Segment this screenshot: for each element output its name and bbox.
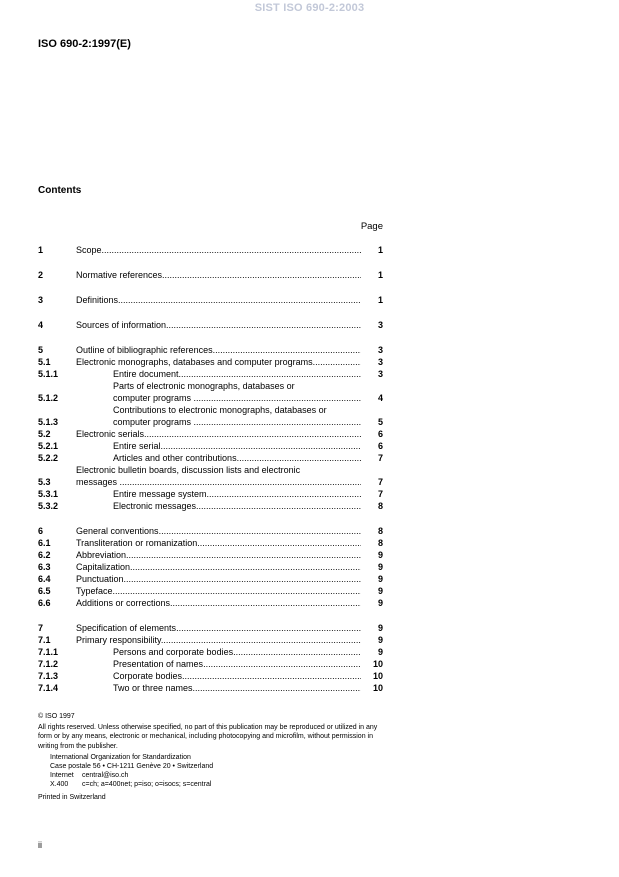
toc-entry xyxy=(38,622,383,634)
toc-entry-title-text: Outline of bibliographic references xyxy=(76,345,213,355)
toc-entry xyxy=(38,404,383,428)
toc-entry-body xyxy=(76,452,383,464)
toc-entry-number: 5.3.1 xyxy=(38,489,59,499)
toc-entry-title xyxy=(76,597,361,609)
toc-entry-page: 9 xyxy=(377,635,383,645)
toc-entry-title xyxy=(76,561,361,573)
toc-entry-page: 5 xyxy=(377,417,383,427)
toc-entry-page: 10 xyxy=(372,671,383,681)
toc-entry-title xyxy=(113,670,361,682)
toc-entry-body xyxy=(76,561,383,573)
internet-label: Internet xyxy=(50,772,74,780)
toc-entry xyxy=(38,319,383,331)
toc-entry-number: 5.1 xyxy=(38,357,51,367)
toc-entry xyxy=(38,452,383,464)
toc-entry-title xyxy=(76,537,361,549)
toc-entry-title-text: Entire serial xyxy=(113,441,161,451)
toc-entry-page: 7 xyxy=(377,489,383,499)
toc-entry-title xyxy=(76,319,361,331)
toc-entry-title xyxy=(113,682,361,694)
toc-entry-body xyxy=(76,319,383,331)
watermark: SIST ISO 690-2:2003 xyxy=(254,2,365,14)
toc-entry-title-text: Abbreviation xyxy=(76,550,127,560)
toc-entry xyxy=(38,488,383,500)
toc-entry-title xyxy=(76,244,361,256)
toc-entry-body xyxy=(76,682,383,694)
rights-statement: All rights reserved. Unless otherwise specified, no part of this publication may be reproduced or utilized in any form or by any means, electronic or mechanical, including photocopying and microfilm, without permission in writing from the publisher. xyxy=(38,724,378,750)
toc-entry xyxy=(38,244,383,256)
toc-entry-body xyxy=(76,646,383,658)
toc-entry-title-text: Specification of elements xyxy=(76,623,177,633)
toc-entry-title-text: Entire message system xyxy=(113,489,207,499)
toc-entry-body xyxy=(76,344,383,356)
toc-entry-title-text: Entire document xyxy=(113,369,179,379)
toc-entry xyxy=(38,549,383,561)
toc-entry xyxy=(38,440,383,452)
toc-entry-title-line: computer programs xyxy=(113,417,192,427)
toc-entry-page: 10 xyxy=(372,683,383,693)
toc-entry-title xyxy=(76,634,361,646)
printed-in: Printed in Switzerland xyxy=(38,793,106,801)
toc-entry-number: 6.4 xyxy=(38,574,51,584)
toc-entry-title xyxy=(76,269,361,281)
contents-heading: Contents xyxy=(38,185,82,196)
toc-entry-title xyxy=(76,294,361,306)
toc-entry-title-text: Two or three names xyxy=(113,683,193,693)
toc-entry-title xyxy=(113,380,361,404)
toc-entry-title-text: Persons and corporate bodies xyxy=(113,647,234,657)
toc-entry-number: 6 xyxy=(38,526,44,536)
toc-entry-body xyxy=(76,658,383,670)
toc-entry-page: 1 xyxy=(377,245,383,255)
toc-entry-number: 6.1 xyxy=(38,538,51,548)
toc-entry-body xyxy=(76,525,383,537)
toc-entry-page: 7 xyxy=(377,453,383,463)
toc-entry-number: 4 xyxy=(38,320,44,330)
toc-entry-body xyxy=(76,537,383,549)
toc-entry xyxy=(38,368,383,380)
toc-entry xyxy=(38,428,383,440)
toc-entry xyxy=(38,525,383,537)
toc-entry xyxy=(38,670,383,682)
toc-entry-number: 5.1.2 xyxy=(38,393,59,403)
toc-entry-title-line: computer programs xyxy=(113,393,192,403)
toc-entry xyxy=(38,573,383,585)
toc-entry-number: 6.6 xyxy=(38,598,51,608)
toc-entry-title xyxy=(113,488,361,500)
toc-entry-page: 9 xyxy=(377,574,383,584)
toc-entry-number: 5.1.3 xyxy=(38,417,59,427)
toc-entry-title-text: Punctuation xyxy=(76,574,124,584)
toc-entry xyxy=(38,537,383,549)
toc-entry-number: 2 xyxy=(38,270,44,280)
toc-entry-page: 9 xyxy=(377,598,383,608)
toc-entry-body xyxy=(76,356,383,368)
toc-entry-title-text: Sources of information xyxy=(76,320,167,330)
toc-entry-page: 6 xyxy=(377,429,383,439)
toc-entry-title-text: Electronic serials xyxy=(76,429,145,439)
toc-entry-page: 3 xyxy=(377,357,383,367)
copyright-line: © ISO 1997 xyxy=(38,713,75,720)
toc-entry-title xyxy=(113,404,361,428)
toc-entry xyxy=(38,294,383,306)
toc-entry-page: 9 xyxy=(377,647,383,657)
toc-entry-title-line: Electronic bulletin boards, discussion lists and electronic xyxy=(76,465,301,475)
toc-entry-title-text: Primary responsibility xyxy=(76,635,161,645)
toc-entry xyxy=(38,561,383,573)
page-number: ii xyxy=(38,840,42,850)
toc-entry-body xyxy=(76,464,383,488)
toc-entry-body xyxy=(76,573,383,585)
toc-entry-page: 9 xyxy=(377,550,383,560)
toc-entry-number: 5 xyxy=(38,345,44,355)
toc-entry-number: 7.1 xyxy=(38,635,51,645)
toc-entry-title-text: Corporate bodies xyxy=(113,671,183,681)
toc-entry-page: 3 xyxy=(377,345,383,355)
toc-entry-number: 7.1.3 xyxy=(38,671,59,681)
toc-entry-title xyxy=(76,464,361,488)
toc-entry-page: 9 xyxy=(377,623,383,633)
toc-entry-title-text: Transliteration or romanization xyxy=(76,538,198,548)
toc-entry xyxy=(38,646,383,658)
toc-entry-number: 7.1.1 xyxy=(38,647,59,657)
toc-entry-page: 3 xyxy=(377,369,383,379)
toc-entry-body xyxy=(76,269,383,281)
toc-entry-title-text: Articles and other contributions xyxy=(113,453,237,463)
toc-entry-number: 7.1.2 xyxy=(38,659,59,669)
toc-entry-title-line: Parts of electronic monographs, databases or xyxy=(113,381,295,391)
toc-entry-title xyxy=(113,646,361,658)
toc-entry-title xyxy=(76,573,361,585)
toc-entry-body xyxy=(76,634,383,646)
toc-entry-number: 5.3.2 xyxy=(38,501,59,511)
toc-entry-title-text: Capitalization xyxy=(76,562,131,572)
table-of-contents xyxy=(38,244,383,694)
toc-entry-title xyxy=(113,368,361,380)
toc-entry-body xyxy=(76,440,383,452)
toc-entry-body xyxy=(76,549,383,561)
toc-entry-body xyxy=(76,500,383,512)
toc-entry-number: 5.3 xyxy=(38,477,51,487)
toc-entry-title xyxy=(76,344,361,356)
toc-entry-page: 6 xyxy=(377,441,383,451)
toc-entry-title-line: Contributions to electronic monographs, databases or xyxy=(113,405,327,415)
toc-entry-page: 1 xyxy=(377,295,383,305)
toc-entry-number: 6.2 xyxy=(38,550,51,560)
toc-entry-page: 9 xyxy=(377,586,383,596)
toc-entry-title-text: Additions or corrections xyxy=(76,598,171,608)
toc-entry-body xyxy=(76,404,383,428)
toc-entry-page: 4 xyxy=(377,393,383,403)
toc-entry-body xyxy=(76,428,383,440)
toc-entry-title-text: Presentation of names xyxy=(113,659,204,669)
toc-entry-page: 8 xyxy=(377,501,383,511)
toc-entry-body xyxy=(76,597,383,609)
toc-entry-number: 7 xyxy=(38,623,44,633)
toc-entry xyxy=(38,658,383,670)
toc-entry xyxy=(38,682,383,694)
internet-address: central@iso.ch xyxy=(82,772,129,780)
toc-entry-title xyxy=(76,356,361,368)
x400-row xyxy=(38,780,388,789)
toc-entry-title xyxy=(76,428,361,440)
toc-entry-body xyxy=(76,368,383,380)
toc-entry-title xyxy=(76,585,361,597)
toc-entry-title-text: Typeface xyxy=(76,586,113,596)
toc-entry-body xyxy=(76,244,383,256)
page-column-label: Page xyxy=(360,221,383,232)
toc-entry-number: 6.5 xyxy=(38,586,51,596)
toc-entry-number: 5.2.1 xyxy=(38,441,59,451)
toc-entry-page: 10 xyxy=(372,659,383,669)
toc-entry-title xyxy=(76,525,361,537)
org-name: International Organization for Standardization xyxy=(50,753,191,761)
toc-entry-title-text: Scope xyxy=(76,245,102,255)
toc-entry-title-text: Definitions xyxy=(76,295,119,305)
toc-entry-title xyxy=(76,622,361,634)
toc-entry-number: 5.2.2 xyxy=(38,453,59,463)
toc-entry xyxy=(38,585,383,597)
toc-entry-title xyxy=(113,452,361,464)
toc-entry xyxy=(38,500,383,512)
toc-entry-page: 8 xyxy=(377,526,383,536)
internet-row xyxy=(38,771,388,780)
toc-entry xyxy=(38,269,383,281)
toc-entry-number: 3 xyxy=(38,295,44,305)
toc-entry-body xyxy=(76,670,383,682)
toc-entry-body xyxy=(76,380,383,404)
toc-entry xyxy=(38,356,383,368)
toc-entry-body xyxy=(76,294,383,306)
toc-entry xyxy=(38,344,383,356)
toc-entry xyxy=(38,634,383,646)
toc-entry-body xyxy=(76,585,383,597)
toc-entry-title xyxy=(76,549,361,561)
toc-entry-number: 6.3 xyxy=(38,562,51,572)
toc-entry-number: 5.2 xyxy=(38,429,51,439)
toc-entry-page: 1 xyxy=(377,270,383,280)
toc-entry-title-text: Normative references xyxy=(76,270,163,280)
toc-entry xyxy=(38,380,383,404)
toc-entry xyxy=(38,464,383,488)
toc-entry-title xyxy=(113,440,361,452)
toc-entry xyxy=(38,597,383,609)
toc-entry-title-text: General conventions xyxy=(76,526,159,536)
document-id: ISO 690-2:1997(E) xyxy=(38,38,131,50)
x400-label: X.400 xyxy=(50,781,69,789)
toc-entry-title-text: Electronic monographs, databases and computer programs xyxy=(76,357,313,367)
toc-entry-number: 5.1.1 xyxy=(38,369,59,379)
toc-entry-page: 3 xyxy=(377,320,383,330)
copyright-footer xyxy=(38,712,388,802)
x400-address: c=ch; a=400net; p=iso; o=isocs; s=central xyxy=(82,781,212,789)
toc-entry-body xyxy=(76,488,383,500)
org-address: Case postale 56 • CH-1211 Genève 20 • Switzerland xyxy=(50,763,214,771)
toc-entry-page: 8 xyxy=(377,538,383,548)
toc-entry-page: 7 xyxy=(377,477,383,487)
toc-entry-body xyxy=(76,622,383,634)
toc-entry-title-line: messages xyxy=(76,477,118,487)
toc-entry-title xyxy=(113,500,361,512)
toc-entry-title-text: Electronic messages xyxy=(113,501,197,511)
toc-entry-page: 9 xyxy=(377,562,383,572)
toc-entry-number: 7.1.4 xyxy=(38,683,59,693)
toc-entry-number: 1 xyxy=(38,245,44,255)
toc-entry-title xyxy=(113,658,361,670)
